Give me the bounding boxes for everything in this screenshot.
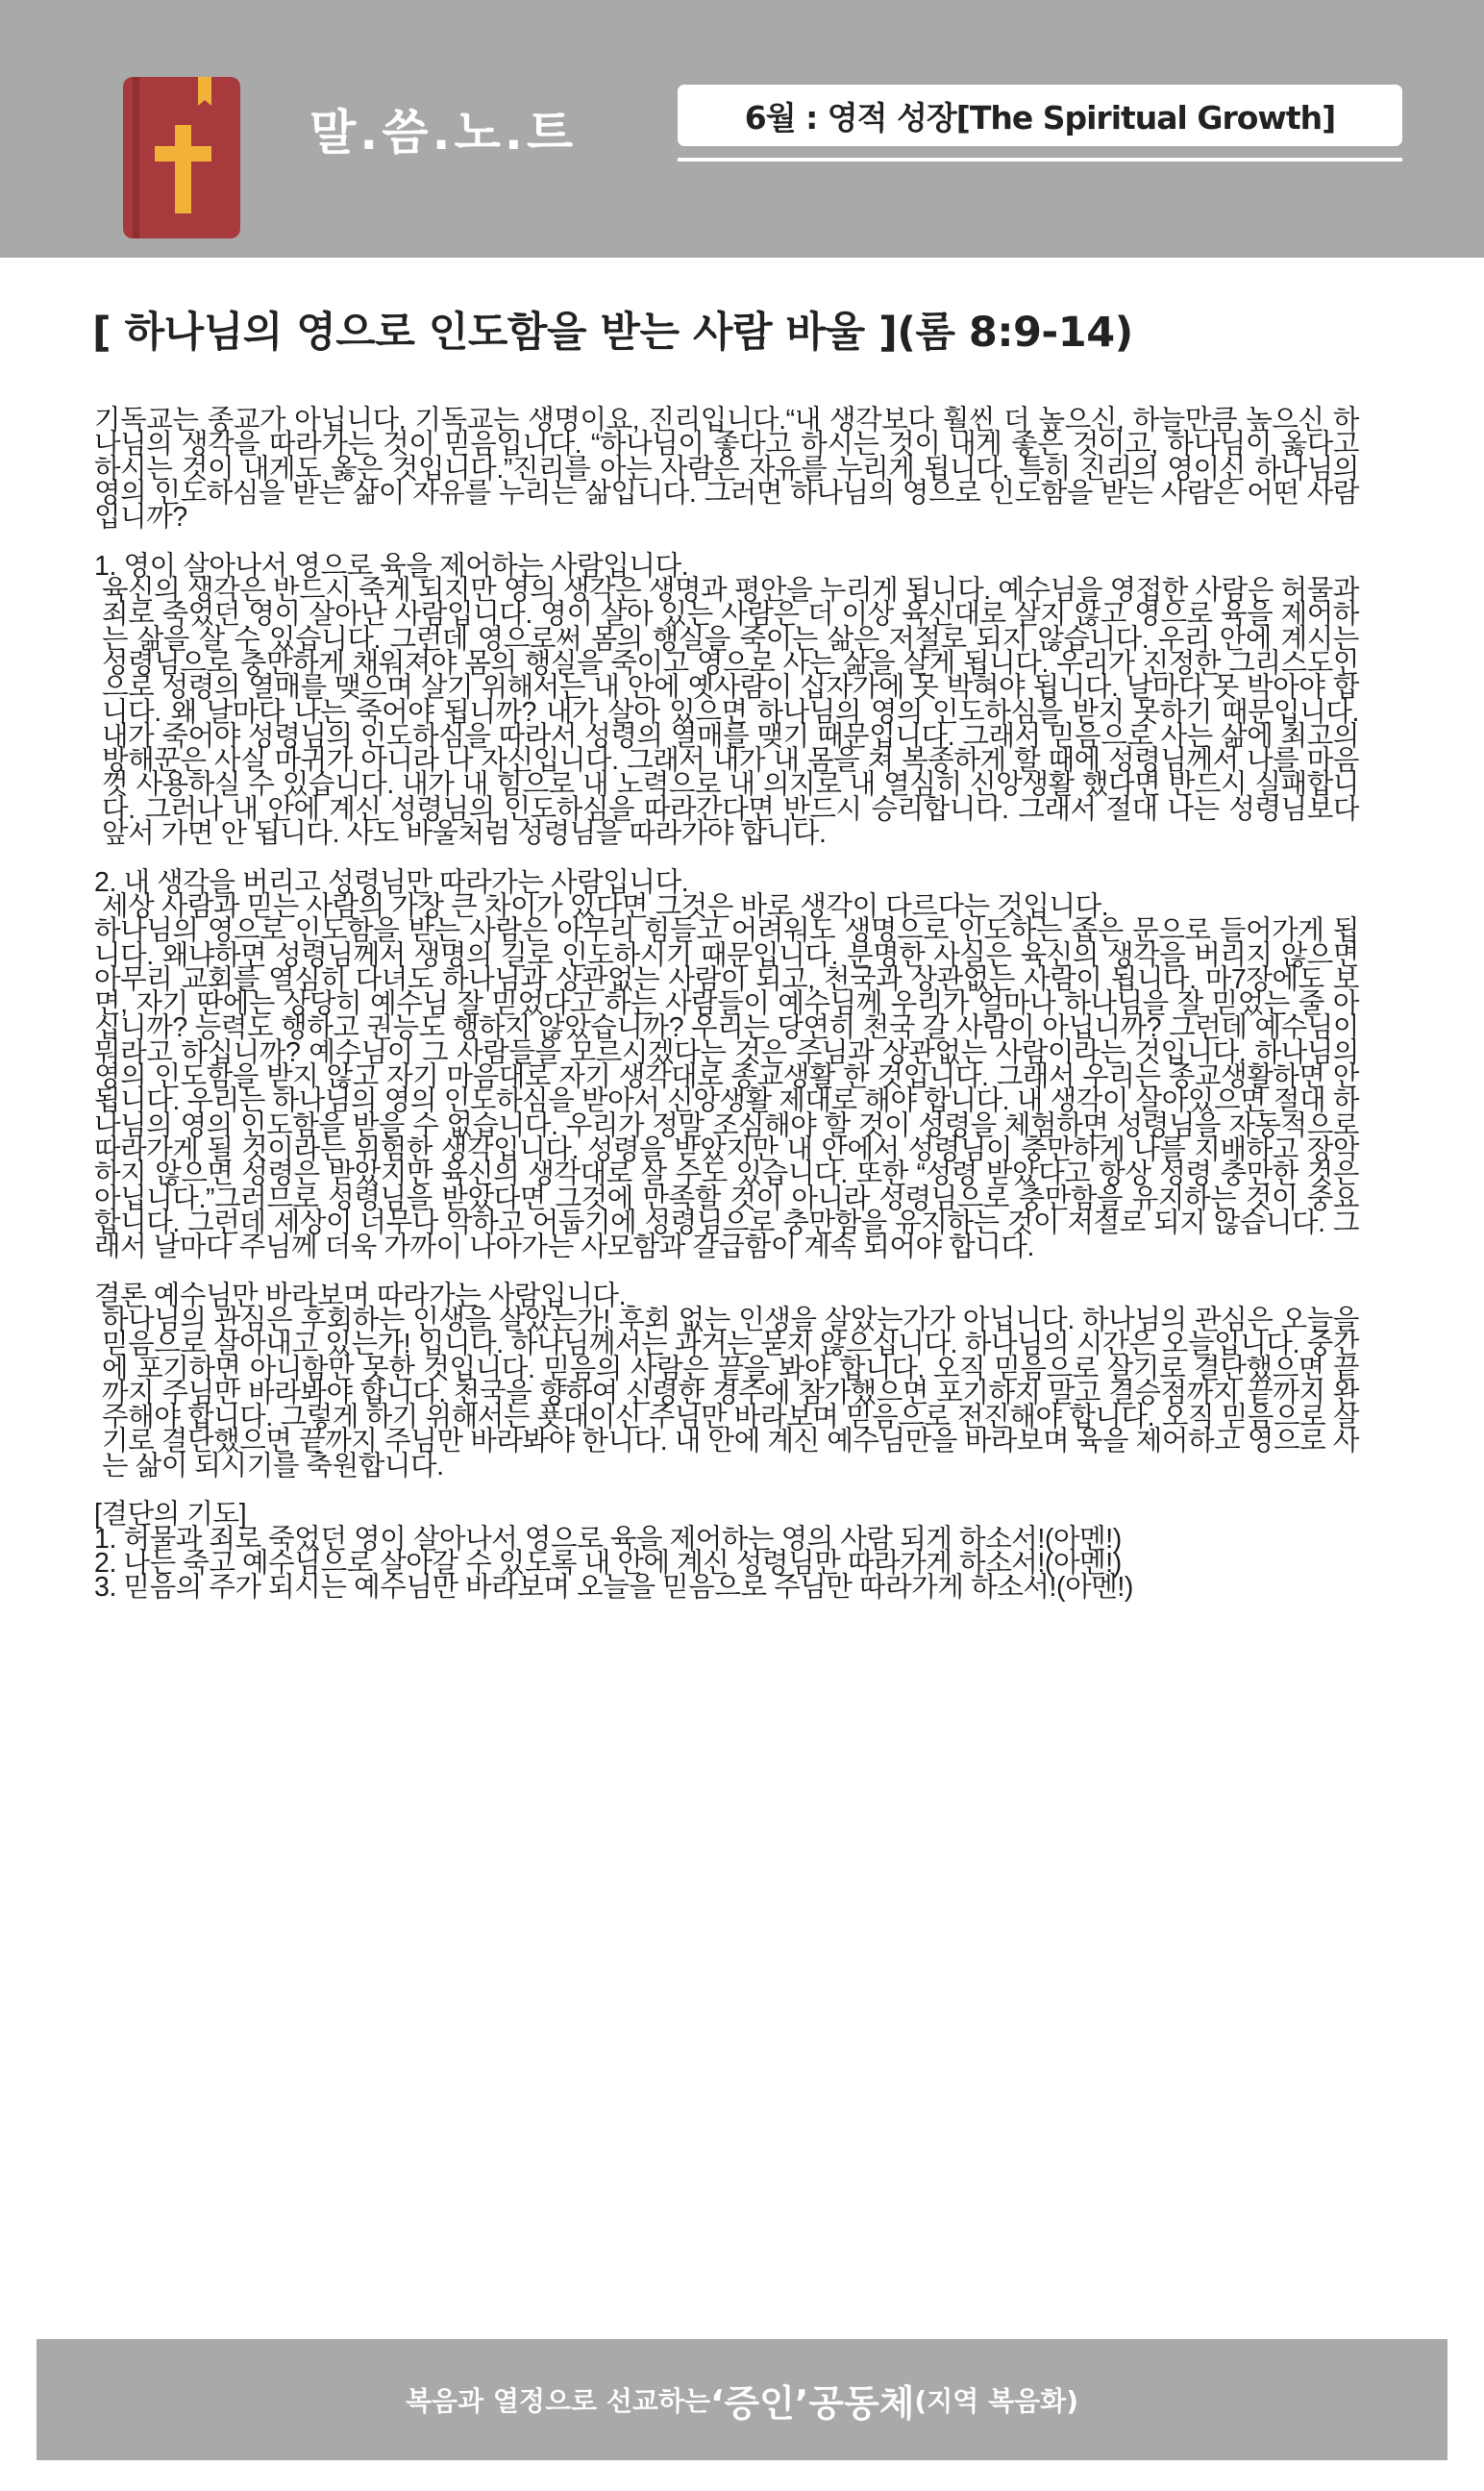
header-divider	[678, 158, 1402, 162]
header-bar	[0, 0, 1484, 258]
footer-prefix: 복음과 열정으로 선교하는	[405, 2385, 710, 2417]
section2-heading: 2. 내 생각을 버리고 성령님만 따라가는 사람입니다.	[94, 866, 689, 898]
section2-lead: 세상 사람과 믿는 사람의 가장 큰 차이가 있다면 그것은 바로 생각이 다르다는 것입니다.	[102, 890, 1109, 922]
month-theme-badge: 6월 : 영적 성장[The Spiritual Growth]	[678, 85, 1402, 146]
sermon-body	[94, 405, 1359, 1604]
page-title: [ 하나님의 영으로 인도함을 받는 사람 바울 ](롬 8:9-14)	[92, 309, 1133, 357]
prayer-item: 3. 믿음의 주가 되시는 예수님만 바라보며 오늘을 믿음으로 주님만 따라가게 하소서!(아멘!)	[94, 1572, 1133, 1604]
prayer-item: 2. 나는 죽고 예수님으로 살아갈 수 있도록 내 안에 계신 성령님만 따라가게 하소서!(아멘!)	[94, 1547, 1122, 1579]
section1-body: 육신의 생각은 반드시 죽게 되지만 영의 생각은 생명과 평안을 누리게 됩니다. 예수님을 영접한 사람은 허물과 죄로 죽었던 영이 살아난 사람입니다. 영이 살아 있는 사람은 더 이상 육신대로 살지 않고 영으로 육을 제어하는 삶을 살 수 있습니다. 그런데 영으로써 몸의 행실을 죽이는 삶은 저절로 되지 않습니다. 우리 안에 계시는 성령님으로 충만하게 채워져야 몸의 행실을 죽이고 영으로 사는 삶을 살게 됩니다. 우리가 진정한 그리스도인으로 성령의 열매를 맺으며 살기 위해서는 내 안에 옛사람이 십자가에 못 박혀야 됩니다. 날마다 못 박아야 합니다. 왜 날마다 나는 죽어야 됩니까? 내가 살아 있으면 하나님의 영의 인도하심을 받지 못하기 때문입니다. 내가 죽어야 성령님의 인도하심을 따라서 성령의 열매를 맺기 때문입니다. 그래서 믿음으로 사는 삶에 최고의 방해꾼은 사실 마귀가 아니라 나 자신입니다. 그래서 내가 내 몸을 쳐 복종하게 할 때에 성령님께서 나를 마음껏 사용하실 수 있습니다. 내가 내 힘으로 내 노력으로 내 의지로 내 열심히 신앙생활 했다면 반드시 실패합니다. 그러나 내 안에 계신 성령님의 인도하심을 따라간다면 반드시 승리합니다. 그래서 절대 나는 성령님보다 앞서 가면 안 됩니다. 사도 바울처럼 성령님을 따라가야 합니다.	[102, 575, 1359, 850]
conclusion-body: 하나님의 관심은 후회하는 인생을 살았는가! 후회 없는 인생을 살았는가가 아닙니다. 하나님의 관심은 오늘을 믿음으로 살아내고 있는가! 입니다. 하나님께서는 과거는 묻지 않으십니다. 하나님의 시간은 오늘입니다. 중간에 포기하면 아니함만 못한 것입니다. 믿음의 사람은 끝을 봐야 합니다. 오직 믿음으로 살기로 결단했으면 끝까지 주님만 바라봐야 합니다. 천국을 향하여 신령한 경주에 참가했으면 포기하지 말고 결승점까지 끝까지 완주해야 합니다. 그렇게 하기 위해서는 푯대이신 주님만 바라보며 믿음으로 전진해야 합니다. 오직 믿음으로 살기로 결단했으면 끝까지 주님만 바라봐야 한니다. 내 안에 계신 예수님만을 바라보며 육을 제어하고 영으로 사는 삶이 되시기를 축원합니다.	[102, 1304, 1359, 1482]
paragraph-gap	[94, 1479, 1359, 1503]
bible-cross-icon	[123, 77, 240, 238]
intro-paragraph: 기독교는 종교가 아닙니다. 기독교는 생명이요, 진리입니다.“내 생각보다 훨씬 더 높으신, 하늘만큼 높으신 하나님의 생각을 따라가는 것이 믿음입니다. “하나님이 좋다고 하시는 것이 내게 좋은 것이고, 하나님이 옳다고 하시는 것이 내게도 옳은 것입니다.”진리를 아는 사람은 자유를 누리게 됩니다. 특히 진리의 영이신 하나님의 영의 인도하심을 받는 삶이 자유를 누리는 삶입니다. 그러면 하나님의 영으로 인도함을 받는 사람은 어떤 사람입니까?	[94, 405, 1359, 534]
footer-suffix: (지역 복음화)	[914, 2385, 1079, 2417]
footer-highlight: ‘증인’공동체	[710, 2381, 915, 2425]
section2-body: 하나님의 영으로 인도함을 받는 사람은 아무리 힘들고 어려워도 생명으로 인도하는 좁은 문으로 들어가게 됩니다. 왜냐하면 성령님께서 생명의 길로 인도하시기 때문입니다. 분명한 사실은 육신의 생각을 버리지 않으면 아무리 교회를 열심히 다녀도 하나님과 상관없는 사람이 되고, 천국과 상관없는 사람이 됩니다. 마7장에도 보면, 자기 딴에는 상당히 예수님 잘 믿었다고 하는 사람들이 예수님께 우리가 얼마나 하나님을 잘 믿었는 줄 아십니까? 능력도 행하고 권능도 행하지 않았습니까? 우리는 당연히 천국 갈 사람이 아닙니까? 그런데 예수님이 뭐라고 하십니까? 예수님이 그 사람들을 모르시겠다는 것은 주님과 상관없는 사람이라는 것입니다. 하나님의 영의 인도함을 받지 않고 자기 마음대로 자기 생각대로 종교생활 한 것입니다. 그래서 우리는 종교생활하면 안 됩니다. 우리는 하나님의 영의 인도하심을 받아서 신앙생활 제대로 해야 합니다. 내 생각이 살아있으면 절대 하나님의 영의 인도함을 받을 수 없습니다. 우리가 정말 조심해야 할 것이 성령을 체험하면 성령님을 자동적으로 따라가게 될 것이라는 위험한 생각입니다. 성령을 받았지만 내 안에서 성령님이 충만하게 나를 지배하고 장악하지 않으면 성령은 받았지만 육신의 생각대로 살 수도 있습니다. 또한 “성령 받았다고 항상 성령 충만한 것은 아닙니다.”그러므로 성령님을 받았다면 그것에 만족할 것이 아니라 성령님으로 충만함을 유지하는 것이 중요합니다. 그런데 세상이 너무나 악하고 어둡기에 성령님으로 충만함을 유지하는 것이 저절로 되지 않습니다. 그래서 날마다 주님께 더욱 가까이 나아가는 사모함과 갈급함이 계속 되어야 합니다.	[94, 915, 1359, 1263]
footer-bar	[37, 2339, 1447, 2460]
conclusion-heading: 결론 예수님만 바라보며 따라가는 사람입니다.	[94, 1280, 627, 1311]
section1-heading: 1. 영이 살아나서 영으로 육을 제어하는 사람입니다.	[94, 550, 689, 582]
brand-title: 말.씀.노.트	[309, 105, 578, 161]
prayer-heading: [결단의 기도]	[94, 1499, 247, 1531]
prayer-item: 1. 허물과 죄로 죽었던 영이 살아나서 영으로 육을 제어하는 영의 사람 되게 하소서!(아멘!)	[94, 1523, 1122, 1555]
